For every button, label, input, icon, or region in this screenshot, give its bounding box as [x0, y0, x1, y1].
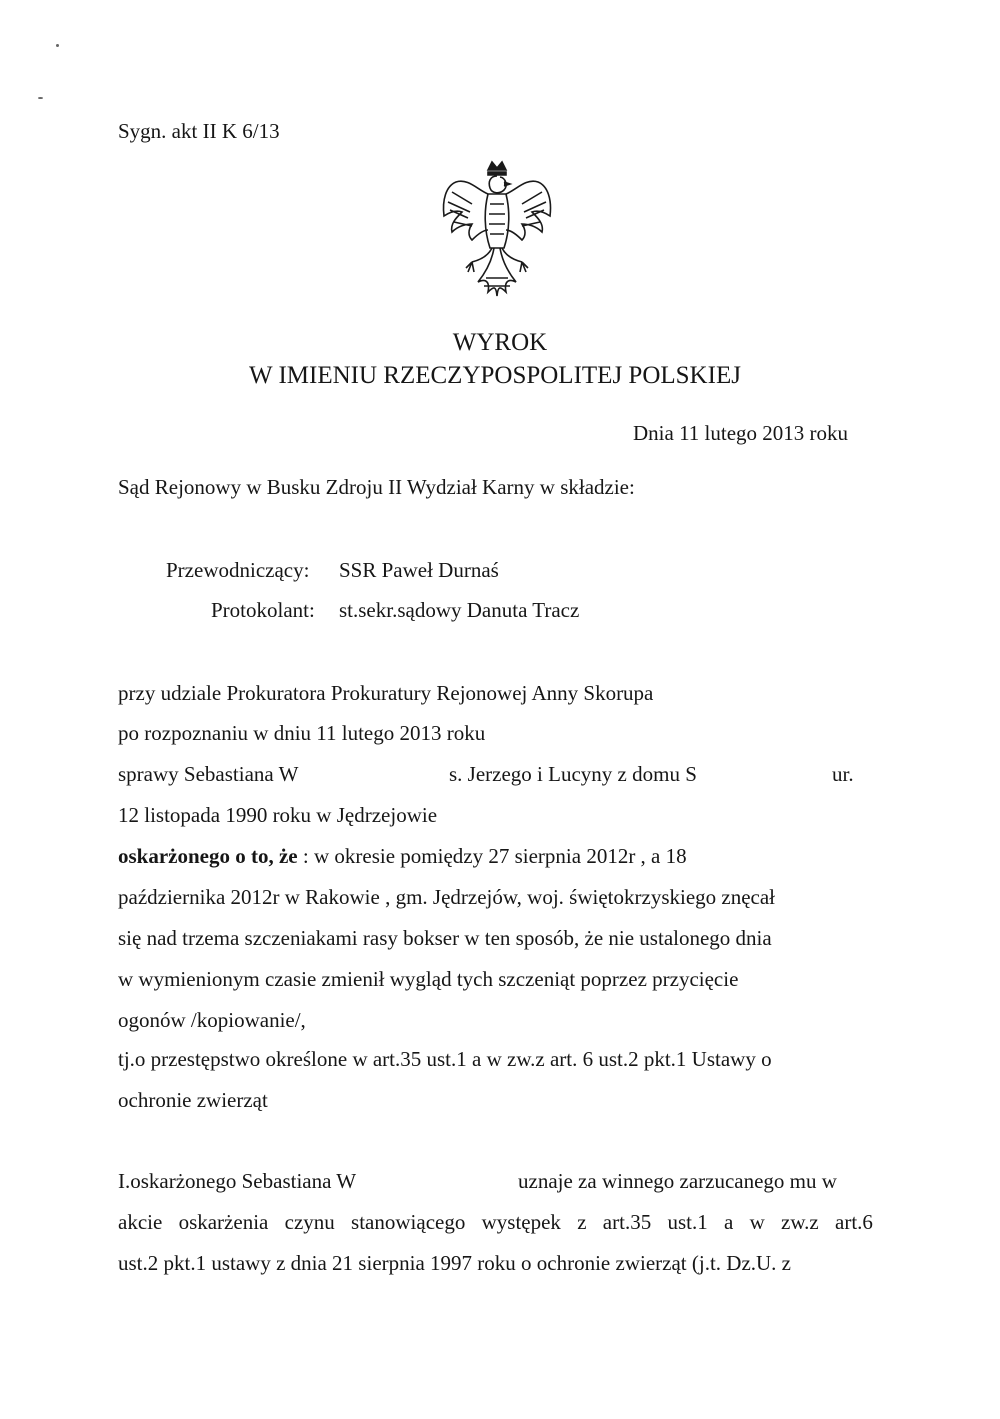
defendant-parents: s. Jerzego i Lucyny z domu S: [449, 762, 697, 786]
verdict-defendant: I.oskarżonego Sebastiana W: [118, 1169, 357, 1193]
charge-legal-basis-2: ochronie zwierząt: [118, 1088, 268, 1112]
polish-eagle-emblem: [438, 160, 556, 300]
chair-name: SSR Paweł Durnaś: [339, 558, 499, 582]
scan-speck: [38, 97, 43, 99]
charge-line-3: się nad trzema szczeniakami rasy bokser w ten sposób, że nie ustalonego dnia: [118, 926, 772, 950]
verdict-word: stanowiącego: [351, 1210, 466, 1234]
charge-lead: oskarżonego o to, że: [118, 844, 298, 868]
verdict-line-2: [118, 1209, 873, 1235]
verdict-word: art.6: [835, 1210, 873, 1234]
verdict-word: z: [577, 1210, 587, 1234]
verdict-word: ust.1: [667, 1210, 708, 1234]
hearing-date-line: po rozpoznaniu w dniu 11 lutego 2013 roku: [118, 721, 486, 745]
clerk-name: st.sekr.sądowy Danuta Tracz: [339, 598, 580, 622]
case-signature: Sygn. akt II K 6/13: [118, 119, 280, 143]
clerk-label: Protokolant:: [211, 598, 315, 622]
verdict-line-3: ust.2 pkt.1 ustawy z dnia 21 sierpnia 1997 roku o ochronie zwierząt (j.t. Dz.U. z: [118, 1251, 791, 1275]
charge-line-1: [118, 843, 687, 869]
prosecutor-line: przy udziale Prokuratora Prokuratury Rejonowej Anny Skorupa: [118, 681, 654, 705]
verdict-word: a: [724, 1210, 734, 1234]
verdict-word: w: [749, 1210, 765, 1234]
judgment-title: WYROK: [452, 329, 548, 356]
verdict-word: art.35: [602, 1210, 652, 1234]
verdict-word: akcie: [118, 1210, 163, 1234]
charge-legal-basis-1: tj.o przestępstwo określone w art.35 ust.1 a w zw.z art. 6 ust.2 pkt.1 Ustawy o: [118, 1047, 772, 1071]
born-label: ur.: [832, 762, 854, 786]
scan-speck: [56, 44, 59, 47]
verdict-word: występek: [481, 1210, 561, 1234]
verdict-guilty: uznaje za winnego zarzucanego mu w: [518, 1169, 837, 1193]
judgment-subtitle: W IMIENIU RZECZYPOSPOLITEJ POLSKIEJ: [249, 362, 741, 389]
charge-lead-rest: : w okresie pomiędzy 27 sierpnia 2012r , a 18: [297, 844, 687, 868]
defendant-name: sprawy Sebastiana W: [118, 762, 299, 786]
birth-date-line: 12 listopada 1990 roku w Jędrzejowie: [118, 803, 438, 827]
verdict-word: zw.z: [781, 1210, 819, 1234]
court-composition-intro: Sąd Rejonowy w Busku Zdroju II Wydział Karny w składzie:: [118, 475, 635, 499]
judgment-date: Dnia 11 lutego 2013 roku: [633, 421, 849, 445]
verdict-word: czynu: [284, 1210, 335, 1234]
charge-line-4: w wymienionym czasie zmienił wygląd tych szczeniąt poprzez przycięcie: [118, 967, 739, 991]
chair-label: Przewodniczący:: [166, 558, 310, 582]
charge-line-2: października 2012r w Rakowie , gm. Jędrzejów, woj. świętokrzyskiego znęcał: [118, 885, 776, 909]
verdict-word: oskarżenia: [178, 1210, 269, 1234]
charge-line-5: ogonów /kopiowanie/,: [118, 1008, 306, 1032]
